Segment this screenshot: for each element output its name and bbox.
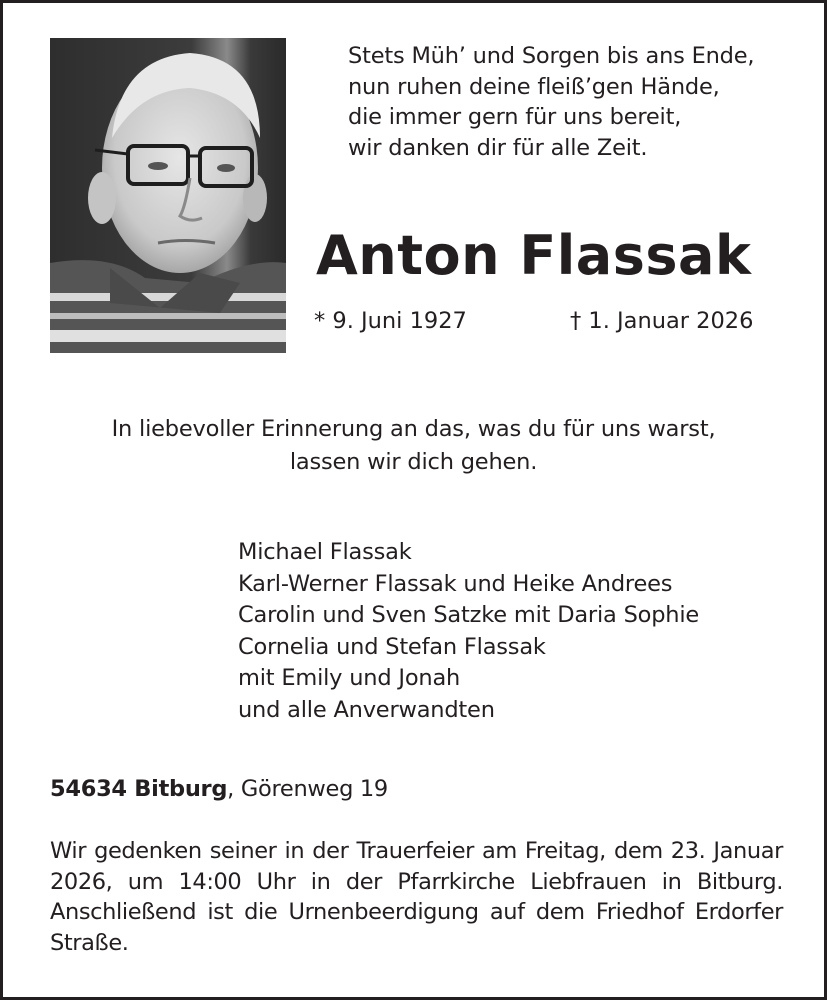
mourner: und alle Anverwandten — [238, 696, 495, 723]
mourners-list — [238, 537, 798, 726]
verse-line: wir danken dir für alle Zeit. — [348, 134, 648, 161]
mourner: Michael Flassak — [238, 539, 412, 565]
mourner: Cornelia und Stefan Flassak — [238, 633, 546, 660]
remembrance-text — [3, 413, 824, 479]
remembrance-line: lassen wir dich gehen. — [289, 449, 538, 475]
address-city: 54634 Bitburg — [50, 776, 228, 802]
mourner: mit Emily und Jonah — [238, 665, 461, 691]
mourner: Karl-Werner Flassak und Heike Andrees — [238, 570, 673, 597]
mourner: Carolin und Sven Satzke mit Daria Sophie — [238, 602, 700, 628]
death-date: † 1. Januar 2026 — [570, 308, 754, 334]
deceased-name: Anton Flassak — [316, 224, 752, 287]
birth-date: * 9. Juni 1927 — [314, 308, 467, 334]
portrait-image — [50, 38, 286, 353]
portrait-photo — [50, 38, 286, 353]
ceremony-details: Wir gedenken seiner in der Trauerfeier am Freitag, dem 23. Januar 2026, um 14:00 Uhr in der Pfarrkirche Liebfrauen in Bitburg. Anschließend ist die Urnenbeerdigung auf dem Friedhof Erdorfer Straße. — [50, 838, 783, 956]
verse-line: nun ruhen deine fleiß’gen Hände, — [348, 73, 720, 100]
verse-line: die immer gern für uns bereit, — [348, 104, 682, 130]
memorial-verse — [348, 41, 808, 163]
family-address — [50, 773, 388, 806]
remembrance-line: In liebevoller Erinnerung an das, was du für uns warst, — [111, 416, 716, 442]
verse-line: Stets Müh’ und Sorgen bis ans Ende, — [348, 43, 755, 69]
address-street: , Görenweg 19 — [227, 776, 388, 802]
